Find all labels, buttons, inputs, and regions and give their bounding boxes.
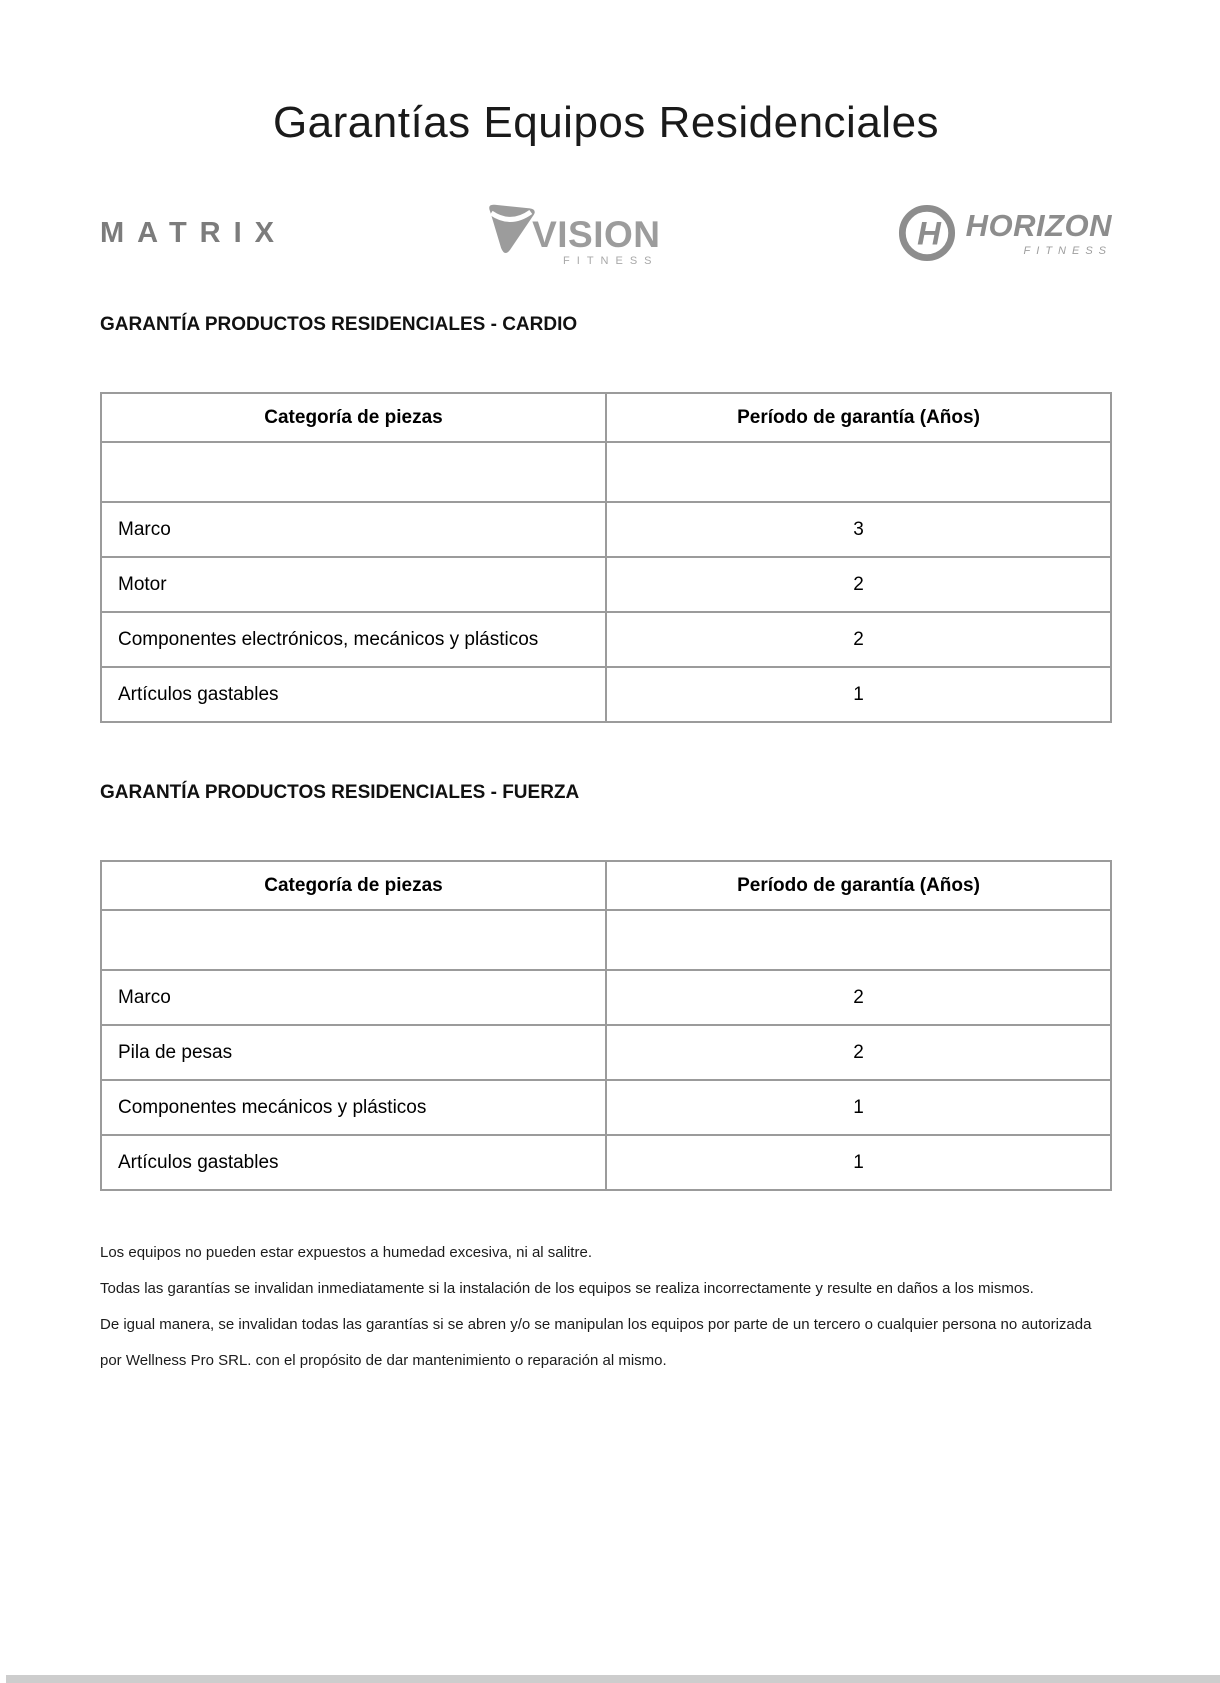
table-row bbox=[101, 442, 1111, 502]
warranty-table-cardio bbox=[100, 392, 1112, 723]
horizon-logo-subtext: FITNESS bbox=[1023, 244, 1112, 257]
cell-period: 1 bbox=[606, 667, 1111, 722]
table-row bbox=[101, 557, 1111, 612]
section-heading-fuerza: GARANTÍA PRODUCTOS RESIDENCIALES - FUERZA bbox=[100, 782, 580, 803]
cell-period: 2 bbox=[606, 1025, 1111, 1080]
cell-category: Artículos gastables bbox=[101, 667, 606, 722]
svg-text:H: H bbox=[916, 214, 941, 252]
cell-category: Marco bbox=[101, 970, 606, 1025]
note-line: Los equipos no pueden estar expuestos a humedad excesiva, ni al salitre. bbox=[100, 1244, 592, 1261]
warranty-table-fuerza bbox=[100, 860, 1112, 1191]
cell-period: 1 bbox=[606, 1080, 1111, 1135]
table-header-row bbox=[101, 861, 1111, 910]
cell-period bbox=[606, 910, 1111, 970]
vision-emblem-icon bbox=[484, 199, 538, 261]
brand-logos-row bbox=[100, 200, 1112, 266]
document-page bbox=[100, 98, 1112, 1379]
matrix-logo: MATRIX bbox=[100, 216, 288, 249]
table-row bbox=[101, 612, 1111, 667]
vision-logo-subtext: FITNESS bbox=[563, 255, 659, 267]
table-header-row bbox=[101, 393, 1111, 442]
cell-category: Componentes mecánicos y plásticos bbox=[101, 1080, 606, 1135]
cell-period: 2 bbox=[606, 970, 1111, 1025]
warranty-notes bbox=[100, 1235, 1112, 1379]
cell-category bbox=[101, 442, 606, 502]
cell-period: 3 bbox=[606, 502, 1111, 557]
note-line: De igual manera, se invalidan todas las garantías si se abren y/o se manipulan los equipos por parte de un tercero o cualquier persona no autorizada por Wellness Pro SRL. con el propósito de dar mantenimiento o reparación al mismo. bbox=[100, 1316, 1092, 1369]
horizon-logo bbox=[898, 204, 1112, 262]
table-row bbox=[101, 1080, 1111, 1135]
cell-period: 2 bbox=[606, 557, 1111, 612]
cell-period: 1 bbox=[606, 1135, 1111, 1190]
section-cardio bbox=[100, 314, 1112, 723]
horizon-logo-text: HORIZON bbox=[965, 207, 1112, 243]
cell-category: Pila de pesas bbox=[101, 1025, 606, 1080]
table-row bbox=[101, 667, 1111, 722]
table-row bbox=[101, 1025, 1111, 1080]
section-heading-cardio: GARANTÍA PRODUCTOS RESIDENCIALES - CARDIO bbox=[100, 314, 578, 335]
cell-category bbox=[101, 910, 606, 970]
cell-category: Componentes electrónicos, mecánicos y plásticos bbox=[101, 612, 606, 667]
vision-logo bbox=[484, 199, 660, 267]
page-title: Garantías Equipos Residenciales bbox=[272, 98, 940, 147]
horizon-emblem-icon bbox=[898, 204, 956, 262]
table-row bbox=[101, 970, 1111, 1025]
col-header-category: Categoría de piezas bbox=[101, 861, 606, 910]
col-header-category: Categoría de piezas bbox=[101, 393, 606, 442]
horizontal-scrollbar-track bbox=[0, 1674, 1220, 1683]
note-line: Todas las garantías se invalidan inmediatamente si la instalación de los equipos se realiza incorrectamente y resulte en daños a los mismos. bbox=[100, 1280, 1034, 1297]
cell-category: Motor bbox=[101, 557, 606, 612]
table-row bbox=[101, 910, 1111, 970]
cell-period: 2 bbox=[606, 612, 1111, 667]
section-fuerza bbox=[100, 782, 1112, 1191]
cell-period bbox=[606, 442, 1111, 502]
table-row bbox=[101, 502, 1111, 557]
col-header-period: Período de garantía (Años) bbox=[606, 393, 1111, 442]
table-row bbox=[101, 1135, 1111, 1190]
col-header-period: Período de garantía (Años) bbox=[606, 861, 1111, 910]
cell-category: Marco bbox=[101, 502, 606, 557]
horizontal-scrollbar-thumb[interactable] bbox=[6, 1675, 1220, 1683]
vision-logo-text: VISION bbox=[532, 213, 661, 255]
cell-category: Artículos gastables bbox=[101, 1135, 606, 1190]
